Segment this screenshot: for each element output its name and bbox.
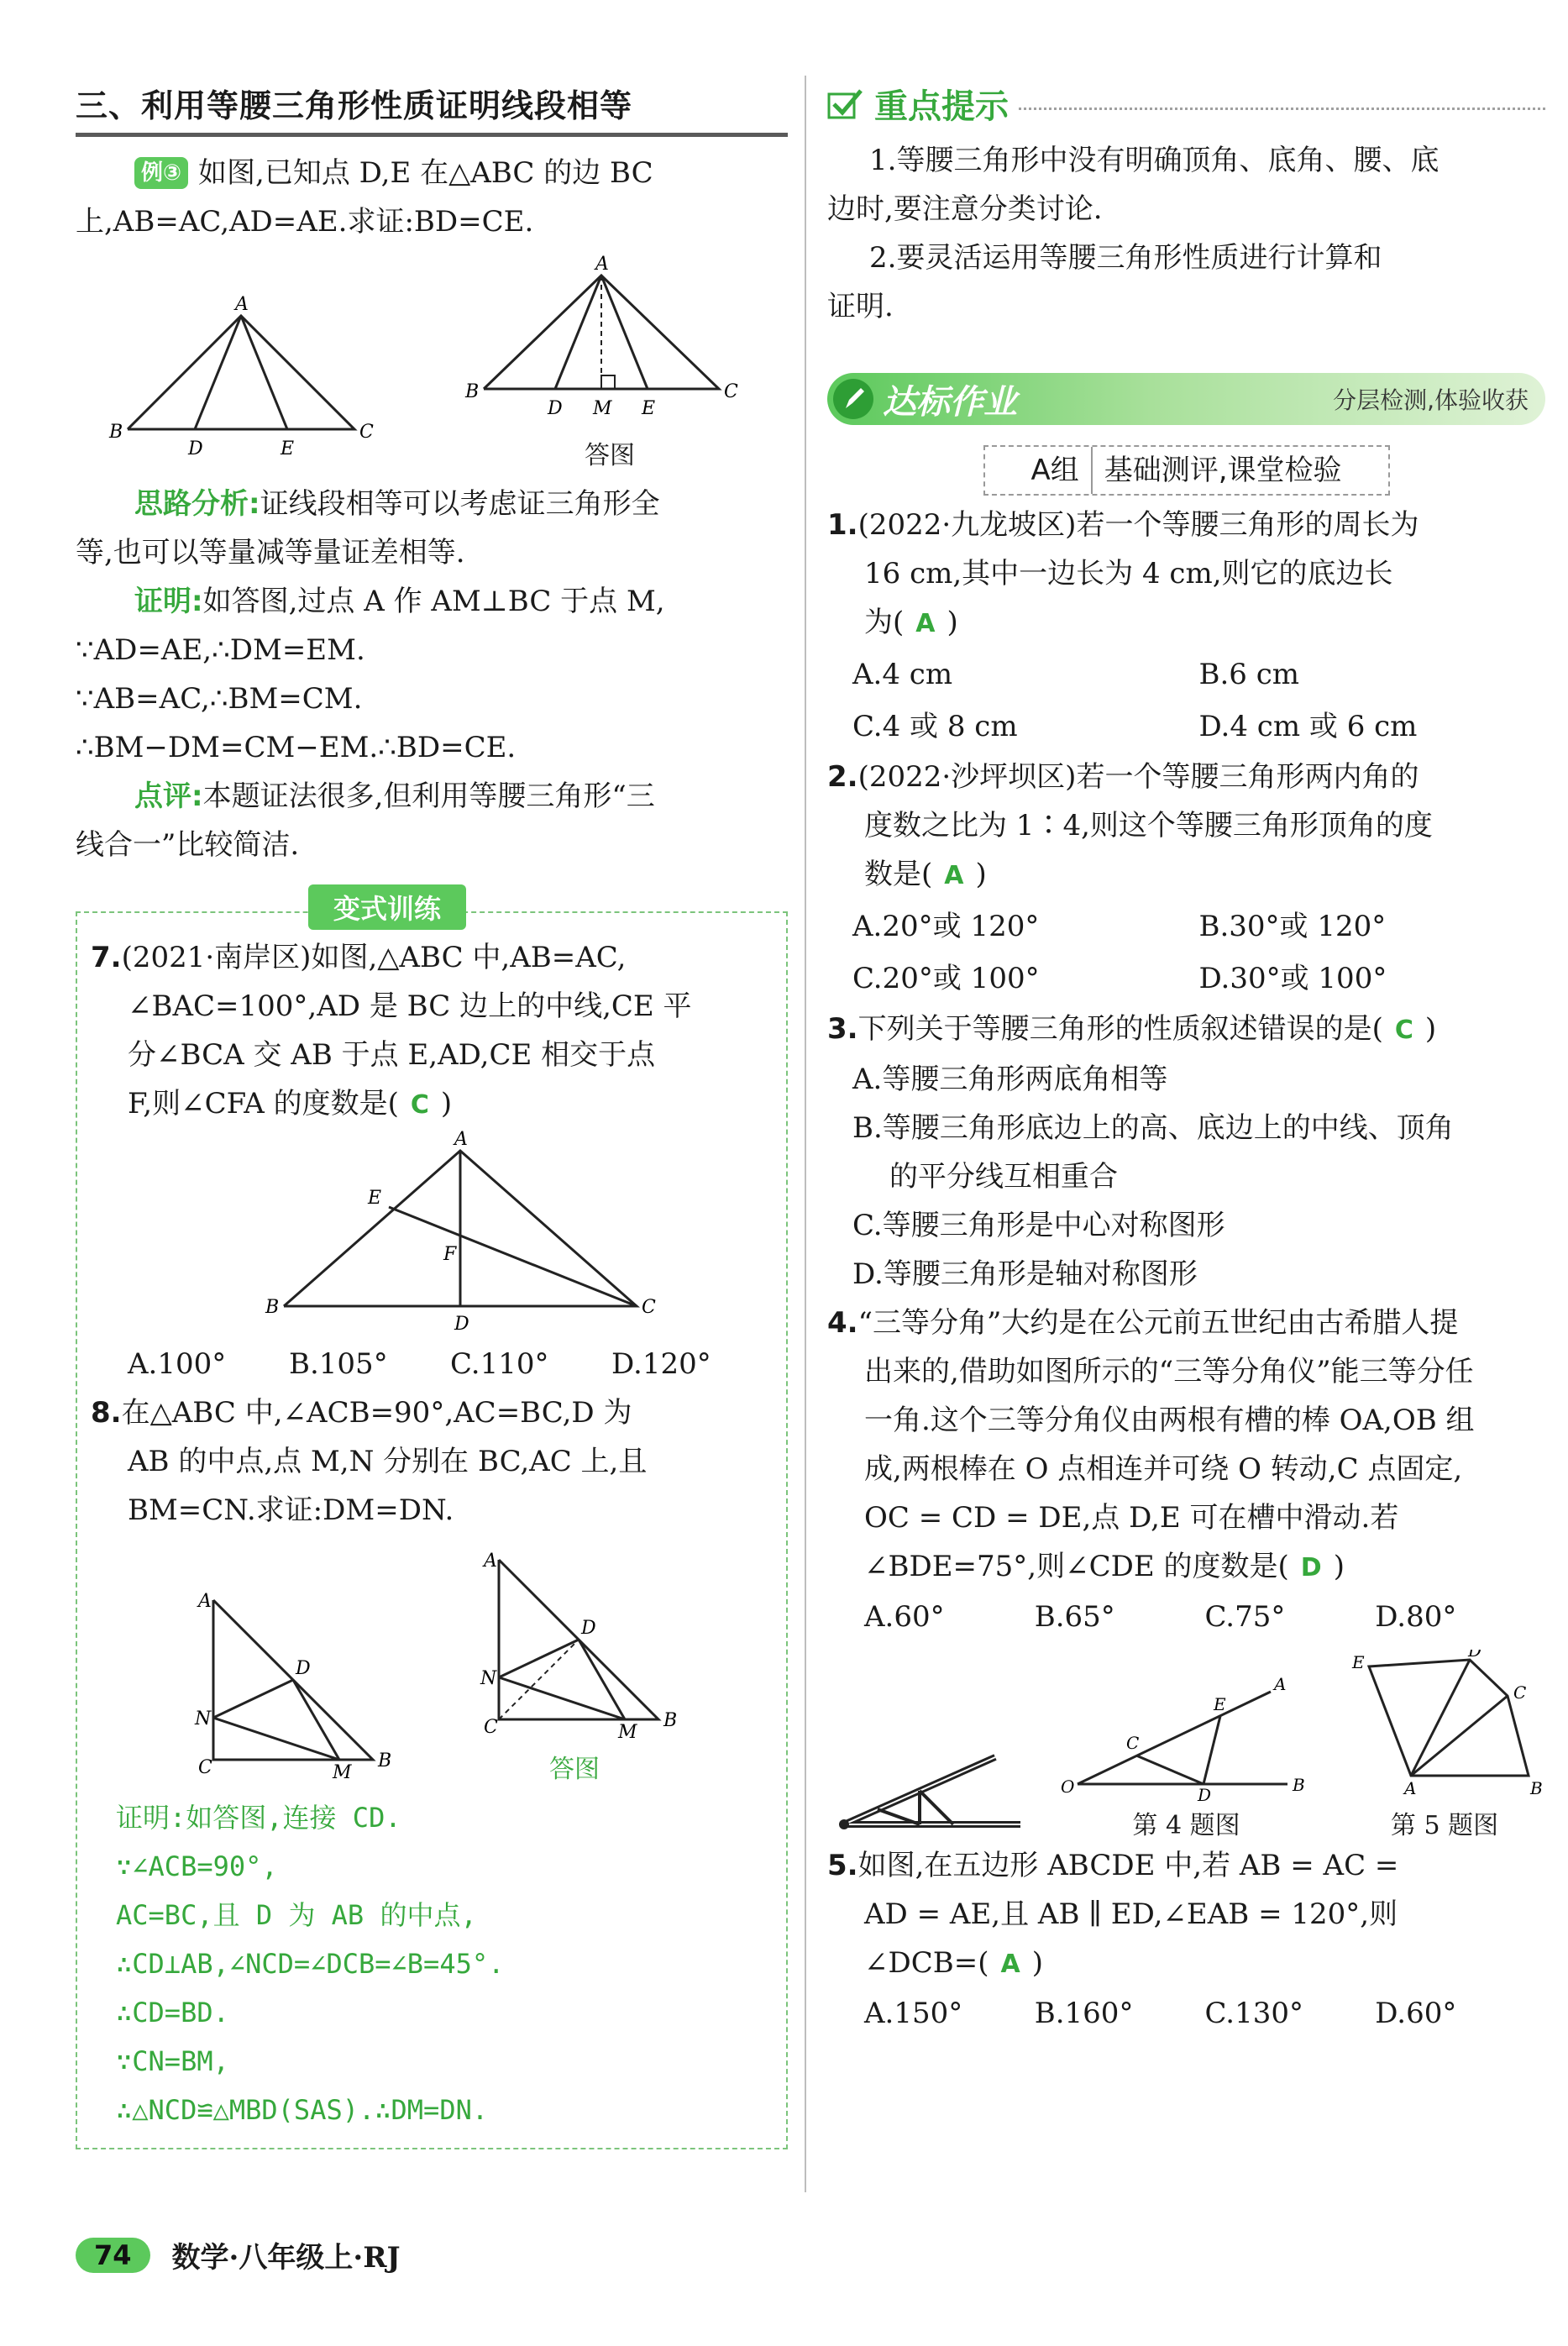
q8-line3: BM=CN.求证:DM=DN. [128,1493,454,1527]
q4-label-b: B [1292,1775,1305,1795]
q4-label-o: O [1060,1777,1074,1797]
tips-header [827,80,1545,128]
check-icon [827,87,864,121]
q8-figure-2 [465,1543,684,1745]
q5-option-b: B.160° [1034,1997,1134,2030]
q7-label-b: B [265,1297,280,1318]
fig2-label-m: M [593,398,612,419]
group-text: 基础测评,课堂检验 [1104,454,1342,487]
q8f2-label-n: N [480,1668,497,1689]
left-column [76,80,788,2149]
q7-line1: 7.(2021·南岸区)如图,△ABC 中,AB=AC, [91,941,627,974]
q8-proof-line5: ∴CD=BD. [116,1997,229,2028]
q8-proof-line6: ∵CN=BM, [116,2045,229,2077]
q8-line2: AB 的中点,点 M,N 分别在 BC,AC 上,且 [128,1445,648,1478]
q2-options [827,900,1545,1005]
q4-label-a: A [1273,1675,1286,1694]
group-label: A组 [1019,447,1092,494]
q5-figure-wrap [1344,1650,1545,1841]
q8-proof-line7: ∴△NCD≌△MBD(SAS).∴DM=DN. [116,2094,489,2126]
q4-answer: D [1300,1553,1322,1582]
example-badge: 例③ [134,157,188,189]
q7-answer: C [410,1090,429,1120]
q4-option-c: C.75° [1204,1600,1286,1634]
page-number: 74 [76,2238,150,2273]
fig2-label-e: E [642,398,656,419]
q4-q5-figures [827,1650,1545,1841]
right-column [827,80,1545,2038]
q5-option-c: C.130° [1204,1997,1304,2030]
tips-p1-line2: 边时,要注意分类讨论. [827,192,1103,226]
q5-figure [1344,1650,1545,1801]
q8f2-label-c: C [484,1717,498,1738]
q1-option-c: C.4 或 8 cm [852,710,1018,743]
q8-proof-line1: 证明:如答图,连接 CD. [116,1802,401,1834]
q3-option-d: D.等腰三角形是轴对称图形 [852,1257,1198,1291]
q4-figure [1061,1675,1313,1801]
q8-figure-caption: 答图 [549,1755,600,1784]
q1-options [827,648,1545,753]
q1-option-b: B.6 cm [1198,658,1300,691]
q4-label-d: D [1197,1785,1211,1801]
example-figure-2 [459,255,761,431]
q8f1-label-a: A [198,1591,212,1612]
comment-line2: 线合一”比较简洁. [76,828,300,862]
example-figure-caption: 答图 [585,441,635,470]
q5-label-c: C [1513,1682,1527,1703]
q7-options [91,1340,773,1388]
q2-option-d: D.30°或 100° [1198,962,1387,995]
q1-answer: A [915,609,936,638]
q4-figure-wrap [1061,1675,1313,1841]
q2-option-a: A.20°或 120° [852,910,1040,943]
q4-line6: ∠BDE=75°,则∠CDE 的度数是( D ) [864,1550,1345,1583]
q3-answer: C [1394,1016,1413,1045]
tips-dotted-rule [1019,107,1545,110]
banner-subtitle: 分层检测,体验收获 [1333,386,1529,414]
footer-text: 数学·八年级上·RJ [171,2241,401,2275]
q7-line3: 分∠BCA 交 AB 于点 E,AD,CE 相交于点 [128,1038,656,1072]
q5-answer: A [1000,1950,1020,1979]
proof-line4: ∴BM−DM=CM−EM.∴BD=CE. [76,731,517,764]
q5-label-d: D [1468,1650,1482,1661]
q7-option-c: C.110° [450,1347,549,1381]
q4-label-e: E [1213,1694,1226,1714]
q5-line1: 5.如图,在五边形 ABCDE 中,若 AB = AC = [827,1849,1399,1882]
q8-line1: 8.在△ABC 中,∠ACB=90°,AC=BC,D 为 [91,1396,632,1430]
q2-line2: 度数之比为 1∶4,则这个等腰三角形顶角的度 [864,809,1433,842]
q5-option-d: D.60° [1375,1997,1457,2030]
fig1-label-e: E [281,438,295,459]
q7-label-a: A [454,1130,468,1150]
tips-p2-line1: 2.要灵活运用等腰三角形性质进行计算和 [869,241,1382,275]
q8-figures [91,1543,773,1785]
trisector-device-figure [827,1724,1029,1841]
q4-option-a: A.60° [864,1600,945,1634]
analysis-line2: 等,也可以等量减等量证差相等. [76,536,465,569]
example-figure-1 [102,295,405,471]
comment-line1: 点评:本题证法很多,但利用等腰三角形“三 [134,779,655,813]
q4-options [827,1593,1545,1641]
pencil-icon [832,378,874,420]
q8f2-label-a: A [484,1551,497,1572]
group-box [983,445,1390,496]
q4-line5: OC = CD = DE,点 D,E 可在槽中滑动.若 [864,1501,1399,1535]
q1-option-a: A.4 cm [852,658,953,691]
q4-option-d: D.80° [1375,1600,1457,1634]
q3-option-a: A.等腰三角形两底角相等 [852,1063,1168,1096]
q5-options [827,1989,1545,2038]
proof-line3: ∵AB=AC,∴BM=CM. [76,682,363,716]
q8-figure-2-wrap [465,1543,684,1785]
q7-figure [91,1130,763,1340]
q7-label-d: D [454,1314,469,1335]
q8f1-label-d: D [296,1658,311,1679]
q8f1-label-m: M [333,1762,352,1783]
q4-line2: 出来的,借助如图所示的“三等分角仪”能三等分任 [864,1355,1474,1388]
q5-label-b: B [1530,1778,1543,1798]
q5-line2: AD = AE,且 AB ∥ ED,∠EAB = 120°,则 [864,1897,1398,1931]
example-figure-2-wrap [459,255,761,471]
q8f1-label-b: B [378,1750,392,1771]
fig1-label-d: D [188,438,203,459]
q8-proof-line2: ∵∠ACB=90°, [116,1850,278,1882]
q2-option-b: B.30°或 120° [1198,910,1387,943]
example-stem: 例③ 如图,已知点 D,E 在△ABC 的边 BC [76,149,788,197]
q5-figure-caption: 第 5 题图 [1390,1811,1499,1840]
q4-label-c: C [1125,1733,1139,1753]
q3-option-b: B.等腰三角形底边上的高、底边上的中线、顶角 [852,1111,1454,1145]
analysis-line1: 思路分析:证线段相等可以考虑证三角形全 [134,487,660,521]
q4-line4: 成,两根棒在 O 点相连并可绕 O 转动,C 点固定, [864,1452,1463,1486]
tips-p2-line2: 证明. [827,290,894,323]
column-divider [805,76,806,2192]
fig1-label-b: B [109,422,123,443]
homework-banner [827,373,1545,425]
q7-option-a: A.100° [128,1347,227,1381]
q8f1-label-n: N [195,1708,212,1729]
q3-option-b-cont: 的平分线互相重合 [889,1160,1118,1194]
tips-p1-line1: 1.等腰三角形中没有明确顶角、底角、腰、底 [869,144,1440,177]
q4-option-b: B.65° [1034,1600,1115,1634]
q3-line1: 3.下列关于等腰三角形的性质叙述错误的是( C ) [827,1012,1437,1046]
fig2-label-d: D [548,398,563,419]
page-footer [76,2234,401,2275]
fig2-label-c: C [724,381,738,402]
proof-line2: ∵AD=AE,∴DM=EM. [76,633,365,667]
q7-option-d: D.120° [611,1347,711,1381]
q8f2-label-d: D [581,1618,596,1639]
q3-option-c: C.等腰三角形是中心对称图形 [852,1209,1225,1242]
example-figures [76,255,788,471]
banner-title: 达标作业 [883,382,1017,422]
q8f1-label-c: C [198,1757,212,1778]
fig1-label-c: C [359,422,374,443]
q5-label-e: E [1352,1652,1365,1672]
q8-proof-line3: AC=BC,且 D 为 AB 的中点, [116,1899,477,1931]
fig1-label-a: A [235,295,249,315]
q5-option-a: A.150° [864,1997,963,2030]
q4-figure-caption: 第 4 题图 [1132,1811,1240,1840]
q5-label-a: A [1404,1778,1417,1798]
practice-title: 变式训练 [308,884,466,930]
fig2-label-a: A [595,255,609,275]
q7-line2: ∠BAC=100°,AD 是 BC 边上的中线,CE 平 [128,989,692,1023]
q7-option-b: B.105° [289,1347,388,1381]
q5-line3: ∠DCB=( A ) [864,1946,1043,1980]
q8-figure-1 [180,1583,398,1785]
q7-line4: F,则∠CFA 的度数是( C ) [128,1087,453,1121]
q7-label-f: F [443,1244,457,1265]
fig2-label-b: B [465,381,480,402]
q8f2-label-b: B [663,1710,678,1731]
q7-label-c: C [642,1297,656,1318]
tips-title: 重点提示 [874,87,1009,126]
proof-line1: 证明:如答图,过点 A 作 AM⊥BC 于点 M, [134,585,665,618]
q2-option-c: C.20°或 100° [852,962,1040,995]
q1-option-d: D.4 cm 或 6 cm [1198,710,1418,743]
q2-line3: 数是( A ) [864,858,987,891]
section-title: 三、利用等腰三角形性质证明线段相等 [76,80,788,137]
q4-line3: 一角.这个三等分角仪由两根有槽的棒 OA,OB 组 [864,1404,1475,1437]
q7-label-e: E [368,1188,382,1209]
q2-line1: 2.(2022·沙坪坝区)若一个等腰三角形两内角的 [827,760,1419,794]
q1-line2: 16 cm,其中一边长为 4 cm,则它的底边长 [864,557,1393,590]
practice-box [76,893,788,2149]
q2-answer: A [944,861,964,890]
q8-proof-line4: ∴CD⊥AB,∠NCD=∠DCB=∠B=45°. [116,1948,505,1980]
q8f2-label-m: M [618,1722,637,1743]
example-stem-line2: 上,AB=AC,AD=AE.求证:BD=CE. [76,205,534,239]
q1-line1: 1.(2022·九龙坡区)若一个等腰三角形的周长为 [827,508,1419,542]
q1-line3: 为( A ) [864,606,958,639]
q4-line1: 4.“三等分角”大约是在公元前五世纪由古希腊人提 [827,1306,1459,1340]
